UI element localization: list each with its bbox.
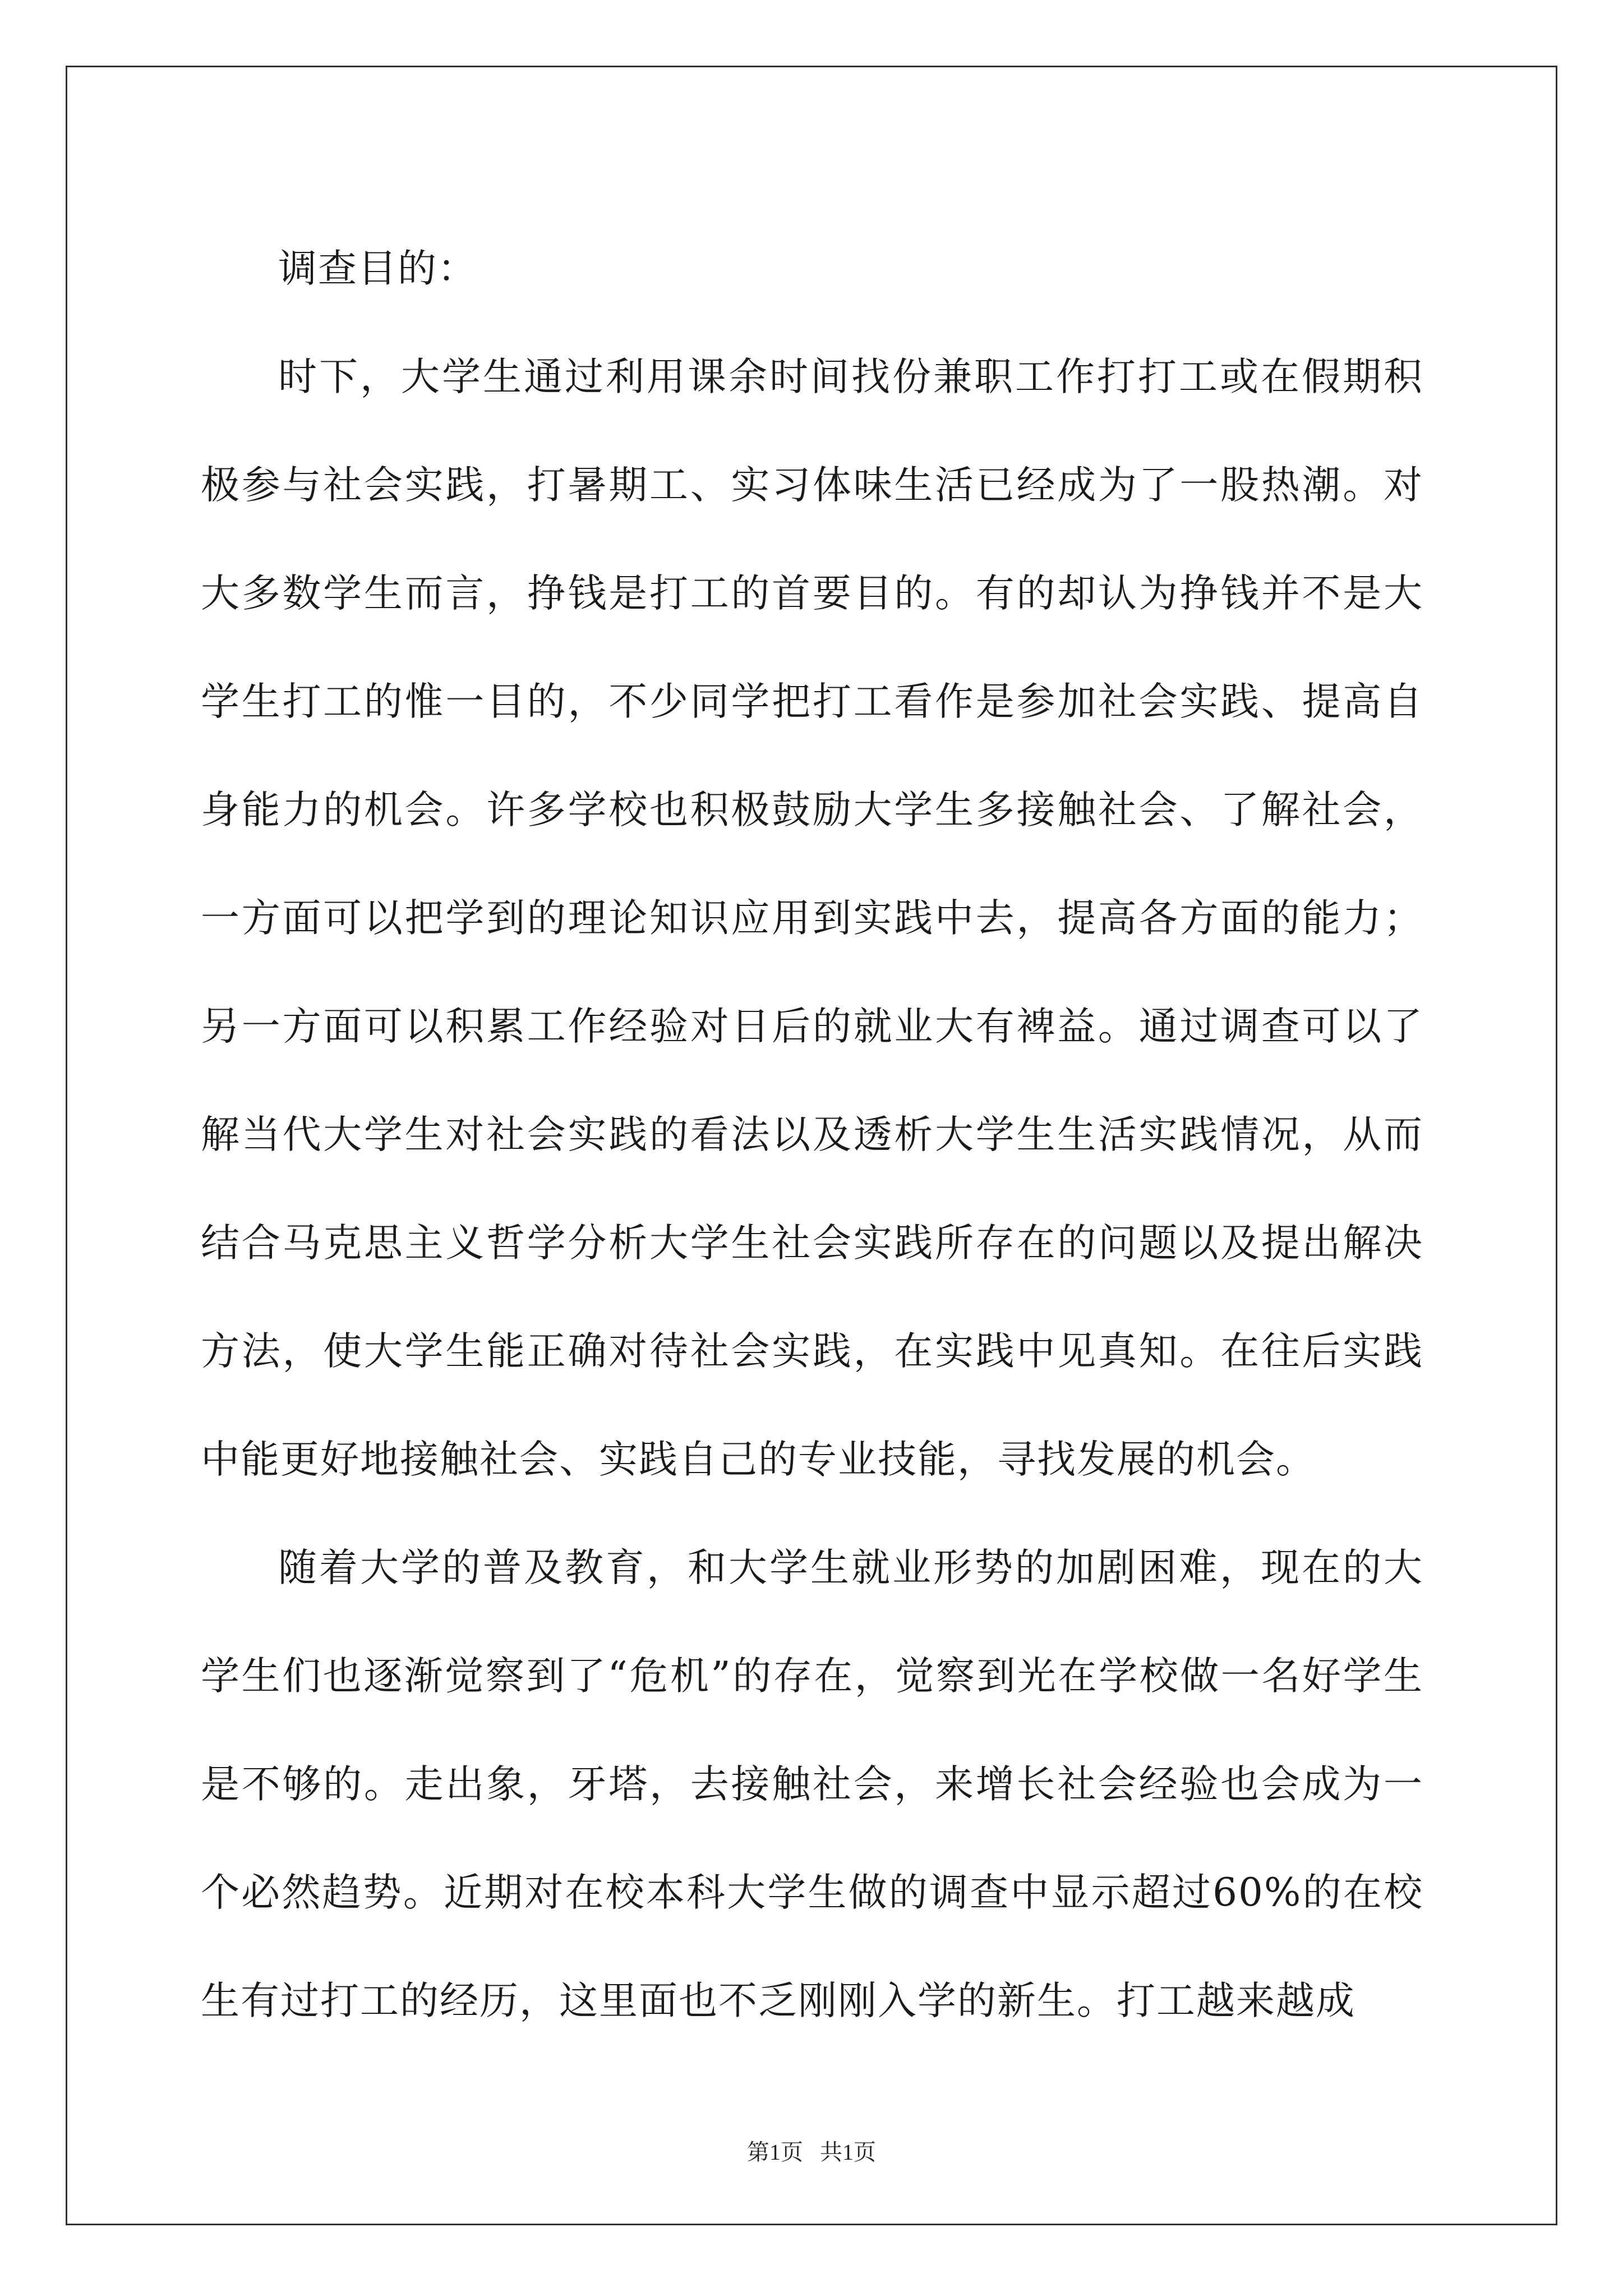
page-number: 第1页 [747, 2139, 803, 2165]
paragraph: 随着大学的普及教育，和大学生就业形势的加剧困难，现在的大学生们也逐渐觉察到了“危机”的存在，觉察到光在学校做一名好学生是不够的。走出象，牙塔，去接触社会，来增长社会经验也会成为一个必然趋势。近期对在校本科大学生做的调查中显示超过60%的在校生有过打工的经历，这里面也不乏刚刚入学的新生。打工越来越成 [201, 1545, 1423, 2023]
page-footer [0, 2134, 1623, 2166]
document-body [201, 215, 1423, 2055]
paragraph: 时下，大学生通过利用课余时间找份兼职工作打打工或在假期积极参与社会实践，打暑期工、实习体味生活已经成为了一股热潮。对大多数学生而言，挣钱是打工的首要目的。有的却认为挣钱并不是大学生打工的惟一目的，不少同学把打工看作是参加社会实践、提高自身能力的机会。许多学校也积极鼓励大学生多接触社会、了解社会，一方面可以把学到的理论知识应用到实践中去，提高各方面的能力；另一方面可以积累工作经验对日后的就业大有裨益。通过调查可以了解当代大学生对社会实践的看法以及透析大学生生活实践情况，从而结合马克思主义哲学分析大学生社会实践所存在的问题以及提出解决方法，使大学生能正确对待社会实践，在实践中见真知。在往后实践中能更好地接触社会、实践自己的专业技能，寻找发展的机会。 [201, 355, 1423, 1482]
page-total: 共1页 [820, 2139, 876, 2165]
paragraph-heading: 调查目的： [278, 246, 477, 291]
